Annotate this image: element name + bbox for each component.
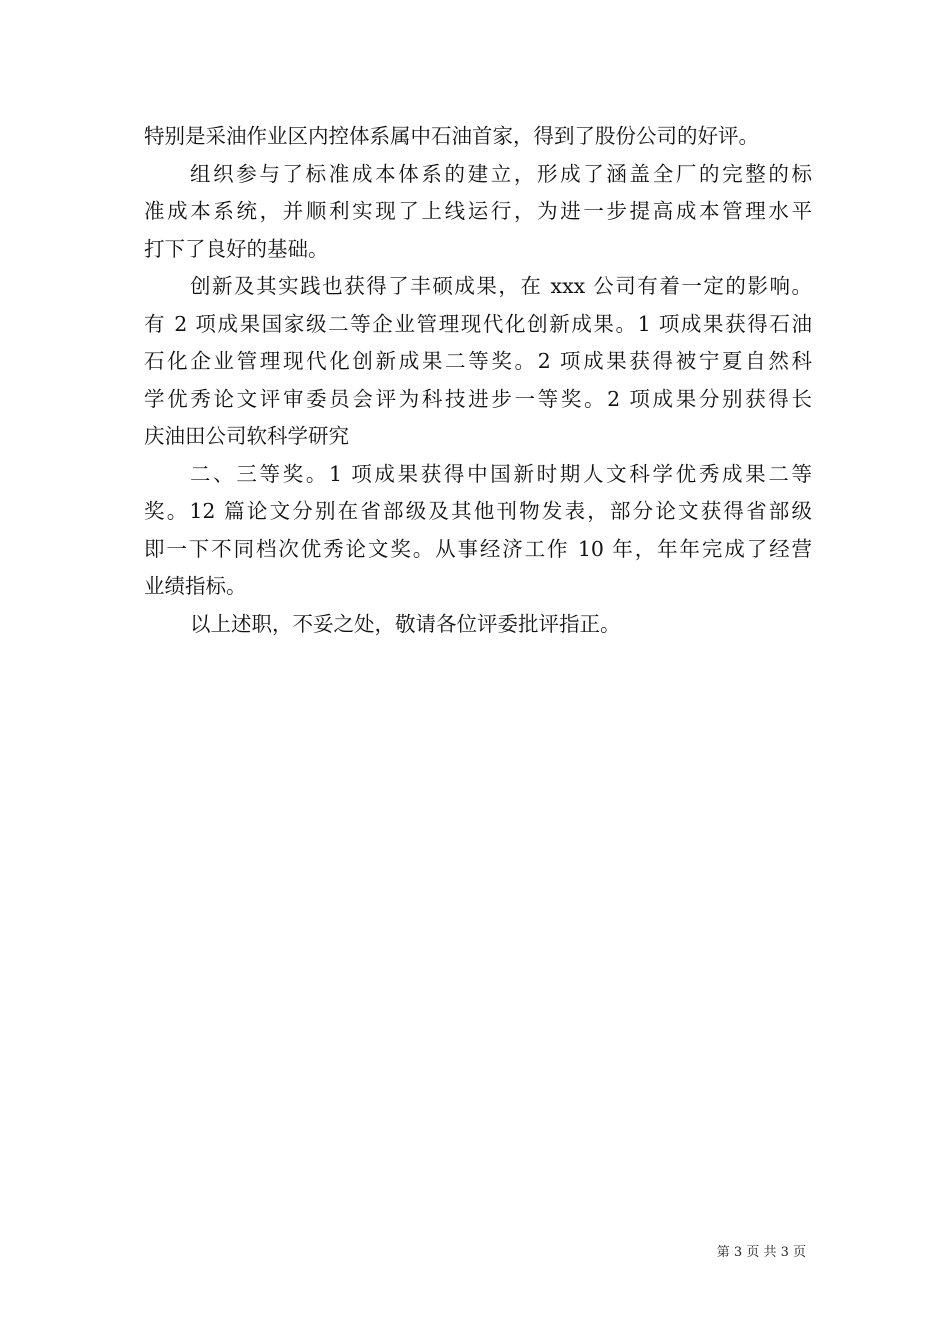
text-line: 组织参与了标准成本体系的建立，形成了涵盖全厂的完整的标 <box>190 161 812 186</box>
text-line: 以上述职，不妥之处，敬请各位评委批评指正。 <box>190 611 621 636</box>
text-line: 打下了良好的基础。 <box>144 236 329 261</box>
text-line: 庆油田公司软科学研究 <box>144 424 349 448</box>
document-body <box>144 118 812 643</box>
text-line: 业绩指标。 <box>144 574 247 598</box>
text-line: 石化企业管理现代化创新成果二等奖。2 项成果获得被宁夏自然科 <box>144 349 812 373</box>
page-number-footer: 第 3 页 共 3 页 <box>716 1245 806 1260</box>
text-line: 奖。12 篇论文分别在省部级及其他刊物发表，部分论文获得省部级 <box>144 499 812 523</box>
text-line: 创新及其实践也获得了丰硕成果，在 xxx 公司有着一定的影响。 <box>190 274 812 298</box>
text-line: 特别是采油作业区内控体系属中石油首家，得到了股份公司的好评。 <box>144 124 759 148</box>
text-line: 有 2 项成果国家级二等企业管理现代化创新成果。1 项成果获得石油 <box>144 311 812 336</box>
text-line: 即一下不同档次优秀论文奖。从事经济工作 10 年，年年完成了经营 <box>144 536 812 561</box>
text-line: 学优秀论文评审委员会评为科技进步一等奖。2 项成果分别获得长 <box>144 386 812 411</box>
text-line: 准成本系统，并顺利实现了上线运行，为进一步提高成本管理水平 <box>144 199 812 223</box>
text-line: 二、三等奖。1 项成果获得中国新时期人文科学优秀成果二等 <box>190 461 812 486</box>
